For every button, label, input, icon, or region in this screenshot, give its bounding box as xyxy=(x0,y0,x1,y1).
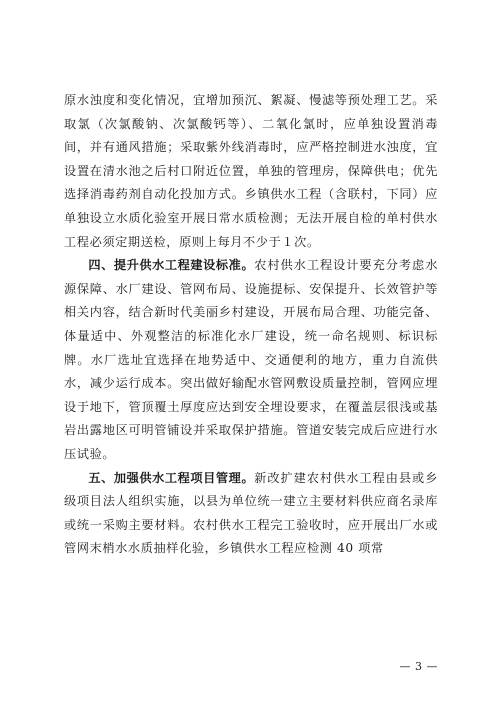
paragraph-2-text: 农村供水工程设计要充分考虑水源保障、水厂建设、管网布局、设施提标、安保提升、长效管护等相关内容，结合新时代美丽乡村建设，开展布局合理、功能完备、体量适中、外观整洁的标准化水厂建设，统一命名规则、标识标牌。水厂选址宜选择在地势适中、交通便利的地方，重力自流供水，减少运行成本。突出做好输配水管网敷设质量控制，管网应埋设于地下，管顶覆土厚度应达到安全埋设要求，在覆盖层很浅或基岩出露地区可明管铺设并采取保护措施。管道安装完成后应进行水压试验。 xyxy=(64,258,438,461)
document-body xyxy=(64,89,438,561)
paragraph-2 xyxy=(64,254,438,466)
section-5-heading: 五、加强供水工程项目管理。 xyxy=(88,470,255,485)
paragraph-3 xyxy=(64,467,438,561)
paragraph-1-text: 原水浊度和变化情况，宜增加预沉、絮凝、慢滤等预处理工艺。采取氯（次氯酸钠、次氯酸钙等）、二氧化氯时，应单独设置消毒间，并有通风措施；采取紫外线消毒时，应严格控制进水浊度，宜设置在清水池之后村口附近位置，单独的管理房，保障供电；优先选择消毒药剂自动化投加方式。乡镇供水工程（含联村，下同）应单独设立水质化验室开展日常水质检测；无法开展自检的单村供水工程必须定期送检，原则上每月不少于１次。 xyxy=(64,93,438,249)
paragraph-3-text: 新改扩建农村供水工程由县或乡级项目法人组织实施，以县为单位统一建立主要材料供应商名录库或统一采购主要材料。农村供水工程完工验收时，应开展出厂水或管网末梢水水质抽样化验，乡镇供水工程应检测 40 项常 xyxy=(64,470,438,556)
page-number: — 3 — xyxy=(399,660,438,673)
paragraph-1 xyxy=(64,89,438,254)
section-4-heading: 四、提升供水工程建设标准。 xyxy=(88,258,255,273)
